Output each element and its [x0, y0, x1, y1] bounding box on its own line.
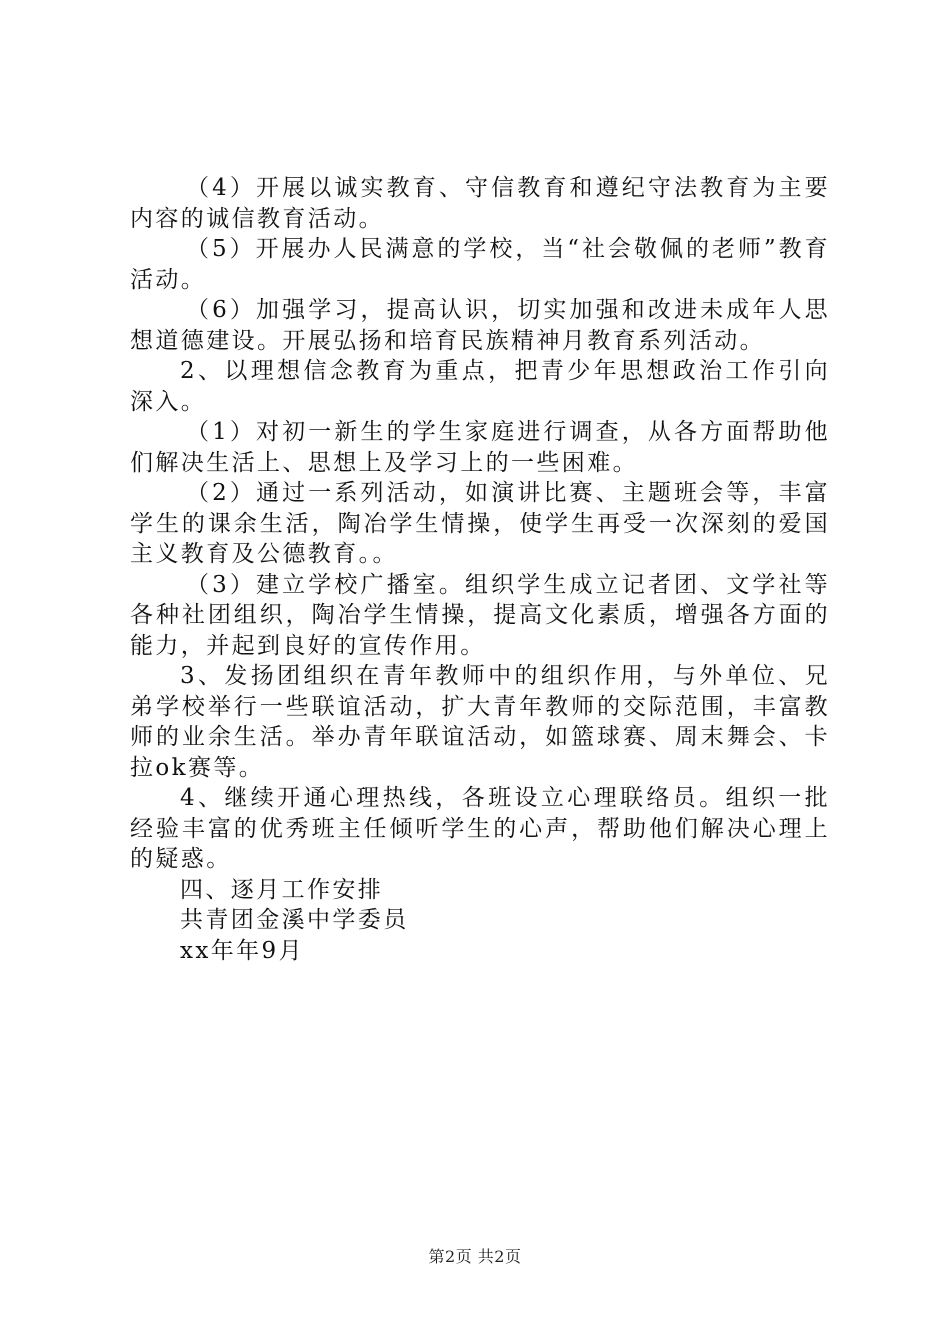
paragraph-item-5: （5）开展办人民满意的学校，当“社会敬佩的老师”教育活动。 [130, 236, 830, 293]
section-2-item-3: （3）建立学校广播室。组织学生成立记者团、文学社等各种社团组织，陶冶学生情操，提高文化素质，增强各方面的能力，并起到良好的宣传作用。 [130, 571, 830, 659]
section-2-item-2: （2）通过一系列活动，如演讲比赛、主题班会等，丰富学生的课余生活，陶冶学生情操，使学生再受一次深刻的爱国主义教育及公德教育。。 [130, 480, 830, 567]
section-4-paragraph: 4、继续开通心理热线，各班设立心理联络员。组织一批经验丰富的优秀班主任倾听学生的心声，帮助他们解决心理上的疑惑。 [130, 785, 830, 872]
page-number-footer: 第2页 共2页 [428, 1247, 522, 1266]
paragraph-item-4: （4）开展以诚实教育、守信教育和遵纪守法教育为主要内容的诚信教育活动。 [130, 175, 830, 232]
document-body [130, 173, 830, 966]
section-2-heading: 2、以理想信念教育为重点，把青少年思想政治工作引向深入。 [130, 358, 830, 415]
section-3-paragraph: 3、发扬团组织在青年教师中的组织作用，与外单位、兄弟学校举行一些联谊活动，扩大青年教师的交际范围，丰富教师的业余生活。举办青年联谊活动，如篮球赛、周末舞会、卡拉ok赛等。 [130, 663, 830, 781]
signature-organization: 共青团金溪中学委员 [180, 907, 409, 933]
signature-date: xx年年9月 [180, 937, 304, 964]
paragraph-item-6: （6）加强学习，提高认识，切实加强和改进未成年人思想道德建设。开展弘扬和培育民族精神月教育系列活动。 [130, 297, 830, 354]
section-heading-monthly-plan: 四、逐月工作安排 [180, 876, 384, 903]
section-2-item-1: （1）对初一新生的学生家庭进行调查，从各方面帮助他们解决生活上、思想上及学习上的一些困难。 [130, 419, 830, 476]
